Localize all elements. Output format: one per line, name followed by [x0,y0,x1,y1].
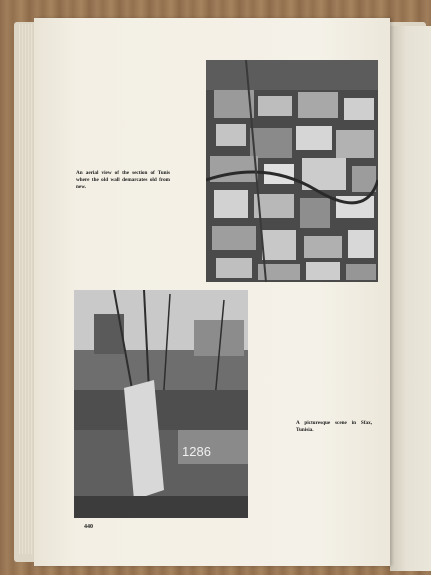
next-page-edge [390,26,431,571]
aerial-view-photo [206,60,378,282]
aerial-view-caption: An aerial view of the section of Tunis where the old wall demarcates old from new. [76,170,170,190]
harbor-scene-photo [74,290,248,518]
boat-number-label: 1286 [182,444,211,459]
picturesque-scene-caption: A picturesque scene in Sfax, Tunisia. [296,420,372,433]
page-number: 440 [84,524,93,530]
